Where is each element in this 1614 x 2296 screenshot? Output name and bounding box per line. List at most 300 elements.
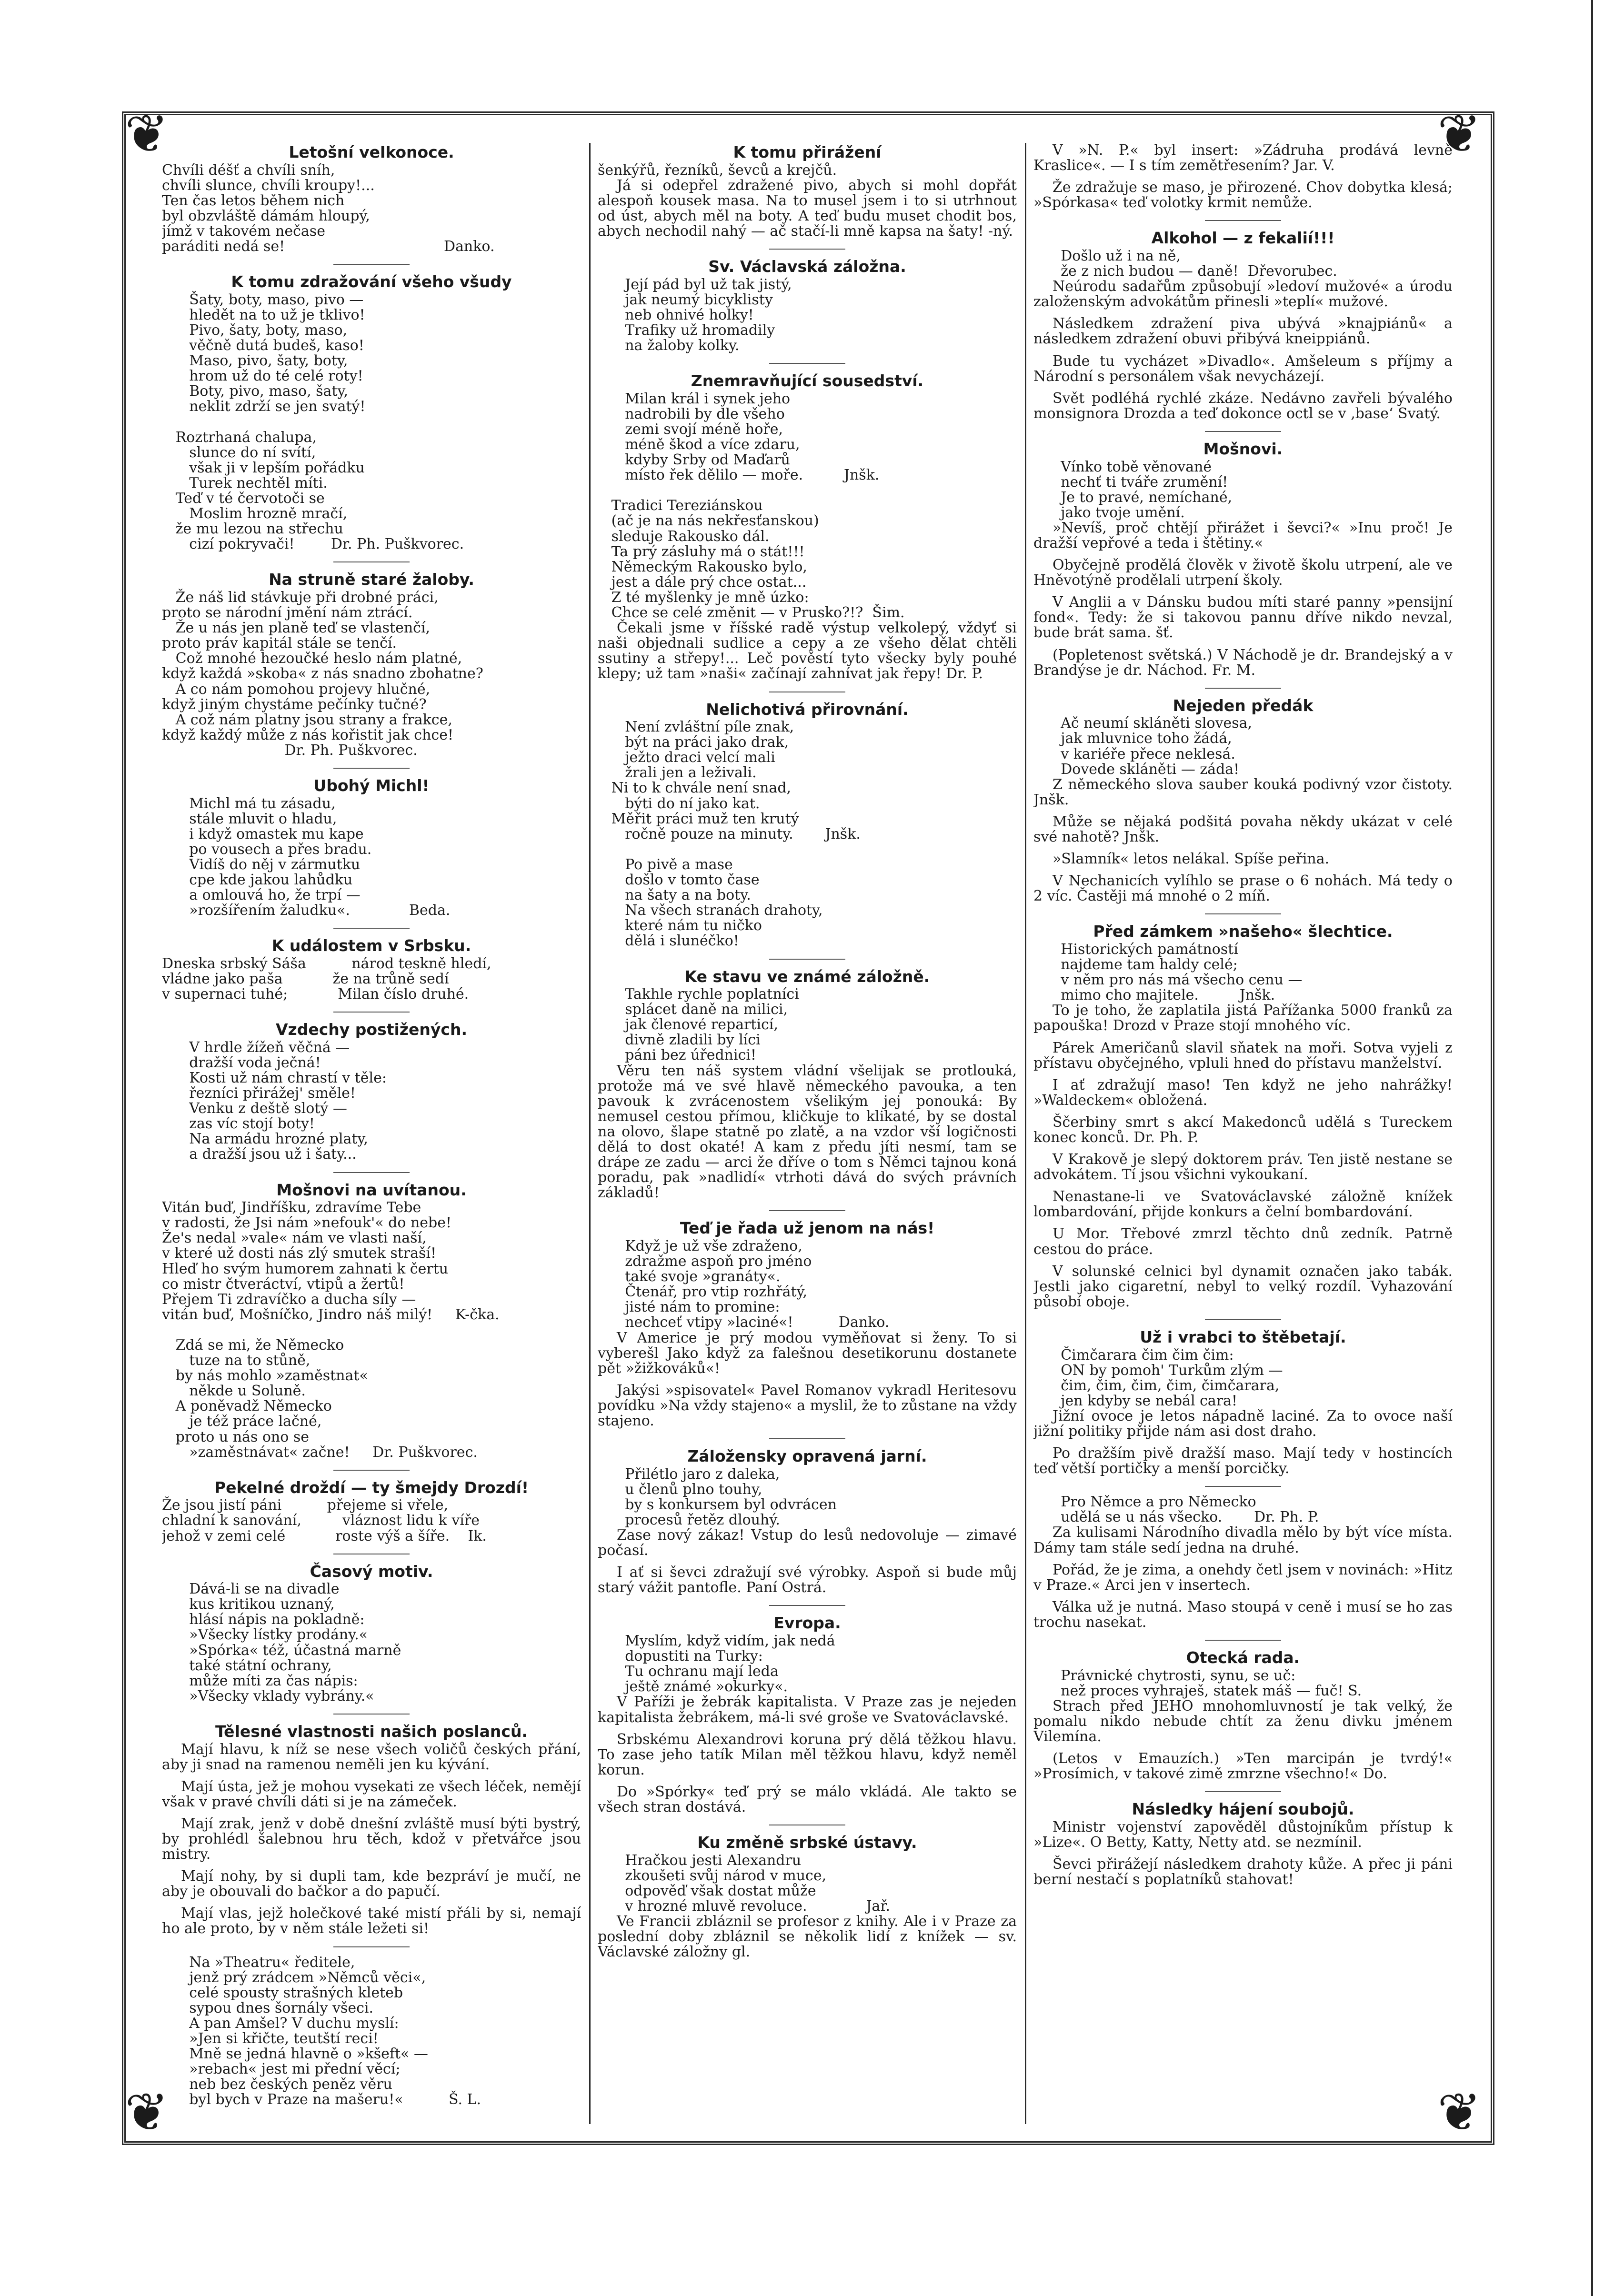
article-headline: Nelichotivá přirovnání.	[706, 700, 909, 719]
text-line: odpověď však dostat může	[598, 1882, 816, 1899]
text-paragraph: V Paříži je žebrák kapitalista. V Praze zas je nejeden kapitalista žebrákem, má-li své groše ve Svatováclavské.	[598, 1694, 1017, 1726]
text-line: zemi svojí méně hoře,	[598, 421, 783, 438]
text-line: jen kdyby se nebál cara!	[1033, 1392, 1238, 1409]
text-line: věčně dutá budeš, kaso!	[162, 337, 364, 354]
text-line	[598, 842, 1017, 857]
text-line: Ač neumí skláněti slovesa,	[1033, 715, 1253, 732]
text-line: neb bez českých peněz věru	[162, 2076, 392, 2093]
text-paragraph: Z německého slova sauber kouká podivný vzor čistoty. Jnšk.	[1033, 776, 1453, 808]
text-line: sypou dnes šornály všeci.	[162, 1999, 374, 2016]
column-divider	[589, 143, 591, 2124]
article-headline: Tělesné vlastnosti našich poslanců.	[215, 1722, 528, 1741]
text-line: zkoušeti svůj národ v muce,	[598, 1867, 827, 1884]
text-line: neb ohnivé holky!	[598, 306, 754, 323]
text-line: které nám tu ničko	[598, 917, 762, 934]
text-paragraph: Svět podléhá rychlé zkáze. Nedávno zavřeli bývalého monsignora Drozda a teď dokonce octl se v ‚base‘ Svatý.	[1033, 390, 1453, 422]
text-line: jisté nám to promine:	[598, 1299, 780, 1316]
corner-ornament-icon: ❦	[125, 2082, 169, 2143]
article-headline: Otecká rada.	[1186, 1648, 1300, 1667]
text-line: když jiným chystáme pečínky tučné?	[162, 696, 427, 713]
text-line: by s konkursem byl odvrácen	[598, 1496, 837, 1513]
article	[1033, 1800, 1453, 1887]
text-line: také státní ochrany,	[162, 1657, 332, 1674]
text-line: u členů plno touhy,	[598, 1481, 762, 1498]
article	[1033, 1648, 1453, 1782]
article-headline: Před zámkem »našeho« šlechtice.	[1093, 922, 1393, 941]
text-line: jak neumý bicyklisty	[598, 291, 773, 308]
text-line: Vínko tobě věnované	[1033, 458, 1212, 475]
text-line: paráditi nedá se! Danko.	[162, 238, 495, 255]
text-line: A pan Amšel? V duchu myslí:	[162, 2015, 399, 2032]
article	[1033, 143, 1453, 211]
text-paragraph: Ščerbiny smrt s akcí Makedonců udělá s Tureckem konec konců. Dr. Ph. P.	[1033, 1113, 1453, 1146]
text-line: splácet daně na milici,	[598, 1001, 788, 1018]
text-line: Moslim hrozně mračí,	[162, 505, 348, 522]
text-line: dražší voda ječná!	[162, 1054, 321, 1071]
article	[1033, 1494, 1453, 1630]
article-headline: Alkohol — z fekalií!!!	[1151, 229, 1335, 248]
article	[598, 371, 1017, 682]
text-line: je též práce lačné,	[162, 1413, 322, 1430]
text-line: cizí pokryvači! Dr. Ph. Puškvorec.	[162, 536, 464, 553]
text-paragraph: »Slamník« letos nelákal. Spíše peřina.	[1053, 851, 1330, 868]
corner-ornament-icon: ❦	[1437, 2082, 1482, 2143]
separator-rule	[333, 1012, 410, 1013]
article-headline: Teď je řada už jenom na nás!	[680, 1219, 935, 1238]
text-paragraph: Jakýsi »spisovatel« Pavel Romanov vykradl Heritesovu povídku »Na vždy stajeno« a myslil, že to zůstane na vždy stajeno.	[598, 1382, 1017, 1430]
article	[598, 1447, 1017, 1595]
separator-rule	[1205, 220, 1281, 221]
separator-rule	[333, 768, 410, 769]
text-paragraph: Bude tu vycházet »Divadlo«. Amšeleum s příjmy a Národní s personálem však nevycházejí.	[1033, 352, 1453, 385]
text-paragraph: U Mor. Třebové zmrzl těchto dnů zedník. Patrně cestou do práce.	[1033, 1225, 1453, 1258]
text-line: nechť ti tváře zrumění!	[1033, 473, 1228, 491]
article-headline: K událostem v Srbsku.	[271, 936, 471, 955]
separator-rule	[769, 363, 845, 364]
text-line: jest a dále prý chce ostat...	[598, 573, 807, 591]
text-line: a omlouvá ho, že trpí —	[162, 887, 361, 904]
text-line: Hračkou jesti Alexandru	[598, 1852, 802, 1869]
text-line: že z nich budou — daně! Dřevorubec.	[1033, 263, 1337, 280]
article-headline: Ke stavu ve známé záložně.	[684, 967, 930, 986]
text-paragraph: V solunské celnici byl dynamit označen jako tabák. Jestli jako cigaretní, nebyl to velký rozdíl. Vyhazování působí oboje.	[1033, 1263, 1453, 1310]
text-line: Myslím, když vidím, jak nedá	[598, 1633, 835, 1650]
article	[162, 776, 581, 918]
text-line: by nás mohlo »zaměstnat«	[162, 1367, 368, 1384]
text-line: Chvíli déšť a chvíli sníh,	[162, 161, 335, 179]
text-line: Čtenář, pro vtip rozhřátý,	[598, 1283, 808, 1301]
text-paragraph: (Popletenost světská.) V Náchodě je dr. Brandejský a v Brandýse je dr. Náchod. Fr. M.	[1033, 646, 1453, 679]
text-line: když každý může z nás kořistit jak chce!	[162, 726, 454, 743]
text-line: »Všecky lístky prodány.«	[162, 1626, 368, 1644]
text-line: a dražší jsou už i šaty...	[162, 1146, 357, 1163]
article	[1033, 1328, 1453, 1476]
text-line: A poněvadž Německo	[162, 1398, 332, 1415]
text-line: také svoje »granáty«.	[598, 1268, 781, 1285]
text-line: když každá »skoba« z nás snadno zbohatne?	[162, 665, 483, 682]
text-line: Ta prý zásluhy má o stát!!!	[598, 543, 805, 560]
text-line: Že's nedal »vale« nám ve vlasti naší,	[162, 1230, 427, 1247]
text-line: řezníci přirážej' směle!	[162, 1085, 356, 1102]
article	[162, 1955, 581, 2108]
text-paragraph: I ať zdražují maso! Ten když ne jeho nahrážky! »Waldeckem« obložená.	[1033, 1076, 1453, 1109]
text-line: jímž v takovém nečase	[162, 222, 325, 240]
text-line: procesů řetěz dlouhý.	[598, 1512, 780, 1528]
text-line: v něm pro nás má všecho cenu —	[1033, 972, 1303, 989]
text-line: Mně se jedná hlavně o »kšeft« —	[162, 2045, 428, 2063]
text-line: kdyby Srby od Maďarů	[598, 451, 790, 469]
text-line: vitán buď, Mošníčko, Jindro náš milý! K-čka.	[162, 1306, 500, 1323]
text-paragraph: Může se nějaká podšitá povaha někdy ukázat v celé své nahotě? Jnšk.	[1033, 813, 1453, 845]
text-line: »Všecky vklady vybrány.«	[162, 1687, 374, 1704]
separator-rule	[1205, 1791, 1281, 1792]
text-line: chvíli slunce, chvíli kroupy!...	[162, 177, 375, 194]
text-paragraph: Věru ten náš system vládní všelijak se protlouká, protože má ve své hlavě německého pavouka, a ten pavouk k zvrácenostem všelikým jej ponouká: By nemusel cestou přímou, kličkuje to klikaté, by se dostal na olovo, šlape statně po zlatě, a na vzdor vší logičnosti dělá to dost okaté! A kam z předu jíti nesmí, tam se drápe ze zadu — arci že dříve o tom s Němci tajnou koná poradu, pak »nadlidí« vtrhoti dává do svých právních základů!	[598, 1062, 1017, 1202]
article	[162, 143, 581, 254]
text-line: Že jsou jistí páni přejeme si vřele,	[162, 1497, 449, 1514]
text-paragraph: Že zdražuje se maso, je přirozené. Chov dobytka klesá; »Spórkasa« teď volotky krmit nemůže.	[1033, 179, 1453, 211]
text-line: žrali jen a leživali.	[598, 764, 757, 782]
corner-ornament-icon: ❦	[125, 103, 169, 164]
text-paragraph: Strach před JEHO mnohomluvností je tak velký, že pomalu nikdo nebude chtít za ženu divku jménem Vilemína.	[1033, 1697, 1453, 1745]
text-line: čim, čim, čim, čim, čimčarara,	[1033, 1377, 1280, 1394]
text-paragraph: Zase nový zákaz! Vstup do lesů nedovoluje — zimavé počasí.	[598, 1527, 1017, 1559]
text-line: Když je už vše zdraženo,	[598, 1238, 802, 1254]
text-line: proto se národní jmění nám ztrácí.	[162, 604, 413, 622]
text-line: jenž prý zrádcem »Němců věci«,	[162, 1969, 426, 1986]
text-paragraph: V »N. P.« byl insert: »Zádruha prodává levně Kraslice«. — I s tím zemětřesením? Jar. V.	[1033, 143, 1453, 174]
separator-rule	[333, 1172, 410, 1173]
text-line: tuze na to stůně,	[162, 1352, 311, 1369]
text-paragraph: Pořád, že je zima, a onehdy četl jsem v novinách: »Hitz v Praze.« Arci jen v insertech.	[1033, 1561, 1453, 1594]
article-headline: Letošní velkonoce.	[289, 143, 454, 161]
separator-rule	[333, 1470, 410, 1471]
text-line: Maso, pivo, šaty, boty,	[162, 352, 348, 370]
text-paragraph: Čekali jsme v říšské radě výstup velkolepý, vždyť si naši objednali sudlice a cepy a ze všeho dělat chtěli ssutiny a střepy!... Leč pověstí tyto všecky byly pouhé klepy; už tam »naši« začínají zahnívat jak řepy! Dr. P.	[598, 620, 1017, 682]
text-paragraph: (Letos v Emauzích.) »Ten marcipán je tvrdý!« »Prosímich, v takové zimě zmrzne všechno!« Do.	[1033, 1750, 1453, 1783]
article	[598, 143, 1017, 239]
text-line: co mistr čtveráctví, vtipů a žertů!	[162, 1275, 405, 1293]
article	[598, 1833, 1017, 1960]
text-line: jako tvoje umění.	[1033, 504, 1185, 521]
text-line: Kosti už nám chrastí v těle:	[162, 1069, 387, 1086]
text-paragraph: V Americe je prý modou vyměňovat si ženy. To si vyberešl Jako když za falešnou desetikorunu dostanete pět »žižkováků«!	[598, 1329, 1017, 1377]
text-paragraph: Ministr vojenství zapověděl důstojníkům přístup k »Lize«. O Betty, Katty, Netty atd. se nezmínil.	[1033, 1818, 1453, 1851]
column-1	[162, 143, 581, 2119]
text-line: mimo cho majitele. Jnšk.	[1033, 987, 1275, 1004]
text-line: Historických památností	[1033, 941, 1238, 958]
text-paragraph: Já si odepřel zdražené pivo, abych si mohl dopřát alespoň kousek masa. Na to musel jsem i to si utrhnout od úst, abych měl na boty. A teď budu muset chodit bos, abych nechodil nahý — ač stačí-li mně kapsa na šaty! -ný.	[598, 177, 1017, 240]
text-line: »rebach« jest mi přední věcí;	[162, 2061, 401, 2078]
text-paragraph: I ať si ševci zdražují své výrobky. Aspoň si bude můj starý vážit pantofle. Paní Ostrá.	[598, 1564, 1017, 1596]
text-line	[598, 483, 1017, 498]
text-line: Že náš lid stávkuje při drobné práci,	[162, 589, 439, 606]
text-paragraph: Mají hlavu, k níž se nese všech voličů českých přání, aby ji snad na ramenou neměli jen ku kývání.	[162, 1741, 581, 1773]
article-headline: Časový motiv.	[310, 1562, 433, 1581]
article	[598, 1614, 1017, 1815]
separator-rule	[769, 1605, 845, 1606]
article	[162, 1722, 581, 1937]
text-line: divně zladili by líci	[598, 1032, 761, 1049]
text-line: po vousech a přes bradu.	[162, 841, 372, 858]
text-line: Z té myšlenky je mně úzko:	[598, 589, 809, 606]
text-paragraph: Válka už je nutná. Maso stoupá v ceně i musí se ho zas trochu nasekat.	[1033, 1598, 1453, 1631]
column-3	[1033, 143, 1453, 2119]
article	[162, 272, 581, 552]
separator-rule	[333, 1946, 410, 1947]
text-line: Vitán buď, Jindříšku, zdravíme Tebe	[162, 1199, 421, 1216]
text-paragraph: Jižní ovoce je letos nápadně laciné. Za to ovoce naší jižní politiky přijde nám asi dost draho.	[1033, 1407, 1453, 1440]
text-line: býti do ní jako kat.	[598, 795, 760, 812]
article-headline: Na struně staré žaloby.	[269, 570, 474, 589]
text-line: jak mluvnice toho žádá,	[1033, 730, 1232, 747]
text-line: Boty, pivo, maso, šaty,	[162, 383, 348, 400]
text-line: »Jen si křičte, teutští reci!	[162, 2030, 379, 2047]
separator-rule	[1205, 1319, 1281, 1320]
text-line: Čimčarara čim čim čim:	[1033, 1346, 1234, 1364]
separator-rule	[769, 1438, 845, 1439]
text-line: Dr. Ph. Puškvorec.	[162, 742, 418, 759]
text-paragraph: Obyčejně prodělá člověk v životě školu utrpení, ale ve Hněvotýně prodělali utrpení školy.	[1033, 557, 1453, 589]
article	[598, 967, 1017, 1201]
text-line: než proces vyhraješ, statek máš — fuč! S.	[1033, 1682, 1362, 1699]
text-paragraph: Následkem zdražení piva ubývá »knajpiánů« a následkem zdražení obuvi přibývá kneippiánů.	[1033, 315, 1453, 348]
text-line: být na práci jako drak,	[598, 734, 789, 751]
text-line: na šaty a na boty.	[598, 887, 751, 904]
text-paragraph: Srbskému Alexandrovi koruna prý dělá těžkou hlavu. To zase jeho tatík Milan měl těžkou hlavu, když neměl korun.	[598, 1731, 1017, 1778]
article-headline: Ubohý Michl!	[313, 776, 430, 795]
separator-rule	[333, 264, 410, 265]
text-line: Venku z deště slotý —	[162, 1100, 347, 1117]
text-line: stále mluvit o hladu,	[162, 810, 337, 827]
text-line: neklit zdrží se jen svatý!	[162, 398, 366, 415]
text-line: Na »Theatru« ředitele,	[162, 1954, 355, 1971]
text-line: hledět na to už je tklivo!	[162, 306, 365, 323]
text-line: Trafiky už hromadily	[598, 321, 775, 339]
text-line: proto práv kapitál stále se tenčí.	[162, 635, 397, 652]
article-headline: Záložensky opravená jarní.	[687, 1447, 927, 1466]
text-line: »Spórka« též, účastná marně	[162, 1642, 401, 1659]
text-line: Ten čas letos během nich	[162, 192, 345, 209]
separator-rule	[1205, 913, 1281, 914]
text-line: místo řek dělilo — moře. Jnšk.	[598, 467, 880, 484]
separator-rule	[1205, 1640, 1281, 1641]
text-line: Měřit práci muž ten krutý	[598, 810, 799, 827]
text-line: Michl má tu zásadu,	[162, 795, 336, 812]
text-line: Pivo, šaty, boty, maso,	[162, 321, 348, 339]
text-line: Dává-li se na divadle	[162, 1581, 340, 1598]
article	[1033, 440, 1453, 678]
text-line: že mu lezou na střechu	[162, 521, 343, 538]
text-line: Dovede skláněti — záda!	[1033, 761, 1240, 778]
separator-rule	[1205, 1486, 1281, 1487]
text-line: Ni to k chvále není snad,	[598, 780, 792, 797]
text-line: Zdá se mi, že Německo	[162, 1336, 344, 1354]
text-line: sleduje Rakousko dál.	[598, 528, 770, 545]
text-line: byl bych v Praze na mašeru!« Š. L.	[162, 2091, 481, 2108]
text-paragraph: Mají nohy, by si dupli tam, kde bezpráví je mučí, ne aby je obouvali do bačkor a do papučí.	[162, 1868, 581, 1900]
text-paragraph: Ševci přirážejí následkem drahoty kůže. A přec ji páni berní nestačí s poplatníků stahovat!	[1033, 1856, 1453, 1888]
text-line: »rozšířením žaludku«. Beda.	[162, 902, 451, 919]
article-headline: K tomu přirážení	[733, 143, 882, 161]
article	[162, 570, 581, 758]
text-line: nechceť vtipy »laciné«! Danko.	[598, 1314, 890, 1331]
text-line: Hleď ho svým humorem zahnati k čertu	[162, 1260, 449, 1277]
page-edge-line	[1591, 0, 1593, 2296]
article	[162, 1562, 581, 1704]
article-headline: Ku změně srbské ústavy.	[697, 1833, 917, 1852]
article-headline: Vzdechy postižených.	[275, 1020, 467, 1039]
text-line: méně škod a více zdaru,	[598, 436, 800, 453]
text-line: ještě známé »okurky«.	[598, 1678, 788, 1695]
text-line: dopustiti na Turky:	[598, 1648, 763, 1665]
article	[1033, 229, 1453, 421]
text-line: došlo v tomto čase	[598, 872, 760, 889]
text-line	[162, 415, 581, 430]
article	[1033, 696, 1453, 904]
text-paragraph: Do »Spórky« teď prý se málo vkládá. Ale takto se všech stran dostává.	[598, 1783, 1017, 1815]
article	[598, 257, 1017, 353]
article	[1033, 922, 1453, 1310]
text-line: Milan král i synek jeho	[598, 390, 791, 407]
text-line: cpe kde jakou lahůdku	[162, 872, 353, 889]
text-line: Není zvláštní píle znak,	[598, 719, 794, 736]
separator-rule	[333, 561, 410, 562]
text-line: chladní k sanování, vláznost lidu k víře	[162, 1512, 480, 1529]
article-headline: Mošnovi.	[1203, 439, 1283, 458]
text-line: Přilétlo jaro z daleka,	[598, 1465, 780, 1483]
text-line: Na armádu hrozné platy,	[162, 1131, 368, 1148]
text-line: Tu ochranu mají leda	[598, 1663, 779, 1680]
text-line: Pro Němce a pro Německo	[1033, 1494, 1256, 1511]
text-line: Vidíš do něj v zármutku	[162, 856, 361, 873]
text-paragraph: Mají vlas, jejž holečkové také mistí přáli by si, nemají ho ale proto, by v něm stále ležeti si!	[162, 1905, 581, 1937]
text-line: ježto draci velcí mali	[598, 749, 775, 766]
article-headline: K tomu zdražování všeho všudy	[231, 272, 512, 291]
text-paragraph: V Anglii a v Dánsku budou míti staré panny »pensijní fond«. Tedy: že si takovou pannu dříve nikdo nevzal, bude brát sama. šť.	[1033, 594, 1453, 642]
text-line: Došlo už i na ně,	[1033, 247, 1181, 264]
text-paragraph: Neúrodu sadařům způsobují »ledoví mužové« a úrodu založenským advokátům přinesli »teplí« mužové.	[1033, 278, 1453, 311]
text-line: »zaměstnávat« začne! Dr. Puškvorec.	[162, 1444, 478, 1461]
text-line: (ač je na nás nekřesťanskou)	[598, 512, 819, 530]
text-line: Šaty, boty, maso, pivo —	[162, 291, 364, 308]
separator-rule	[769, 959, 845, 960]
article	[162, 1478, 581, 1544]
text-line: byl obzvláště dámám hloupý,	[162, 207, 370, 224]
text-line: Tradici Tereziánskou	[598, 497, 763, 514]
text-line: hrom už do té celé roty!	[162, 368, 363, 385]
text-line: Německým Rakousko bylo,	[598, 558, 807, 575]
text-line: Což mnohé hezoučké heslo nám platné,	[162, 650, 462, 667]
text-line: ON by pomoh' Turkům zlým —	[1033, 1362, 1283, 1379]
text-line: Právnické chytrosti, synu, se uč:	[1033, 1667, 1296, 1684]
text-line: udělá se u nás všecko. Dr. Ph. P.	[1033, 1509, 1319, 1526]
text-line: vládne jako paša že na trůně sedí	[162, 971, 449, 987]
text-paragraph: Ve Francii zbláznil se profesor z knihy. Ale i v Praze za poslední doby zbláznil se několik lidí z knížek — sv. Václavské záložny gl.	[598, 1913, 1017, 1961]
article-headline: Mošnovi na uvítanou.	[276, 1180, 467, 1199]
text-paragraph: Nenastane-li ve Svatováclavské záložně knížek lombardování, přijde konkurs a čelní bombardování.	[1033, 1188, 1453, 1221]
text-paragraph: »Nevíš, proč chtějí přirážet i ševci?« »Inu proč! Je dražší vepřové a teda i štětiny.«	[1033, 519, 1453, 551]
text-paragraph: Za kulisami Národního divadla mělo by být více místa. Dámy tam stále sedí jedna na druhé.	[1033, 1524, 1453, 1556]
text-line: Přejem Ti zdravíčko a ducha síly —	[162, 1291, 416, 1308]
text-line: dělá i slunéčko!	[598, 932, 739, 950]
text-line: jehož v zemi celé roste výš a šíře. Ik.	[162, 1527, 487, 1544]
text-line: proto u nás ono se	[162, 1428, 309, 1445]
text-line: ročně pouze na minuty. Jnšk.	[598, 825, 861, 842]
separator-rule	[1205, 688, 1281, 689]
separator-rule	[1205, 431, 1281, 432]
separator-rule	[769, 1210, 845, 1211]
text-paragraph: Po dražším pivě dražší maso. Mají tedy v hostincích teď větší portičky a menší porcičky.	[1033, 1445, 1453, 1477]
text-line: však ji v lepším pořádku	[162, 459, 365, 476]
separator-rule	[333, 928, 410, 929]
text-paragraph: Mají ústa, jež je mohou vysekati ze všech léček, nemějí však v pravé chvíli dáti si je na zámeček.	[162, 1778, 581, 1810]
text-line: Na všech stranách drahoty,	[598, 902, 823, 919]
text-paragraph: V Krakově je slepý doktorem práv. Ten jistě nestane se advokátem. Tí jsou všichni vykoukaní.	[1033, 1151, 1453, 1183]
text-paragraph: To je toho, že zaplatila jistá Pařížanka 5000 franků za papouška! Drozd v Praze stojí mnohého víc.	[1033, 1002, 1453, 1034]
article-headline: Znemravňující sousedství.	[691, 371, 924, 391]
text-line: hlásí nápis na pokladně:	[162, 1611, 365, 1628]
article	[598, 700, 1017, 949]
text-line: jak členové reparticí,	[598, 1016, 778, 1033]
article	[598, 1219, 1017, 1429]
article-headline: Pekelné droždí — ty šmejdy Drozdí!	[214, 1478, 529, 1497]
text-line: Teď v té červotoči se	[162, 490, 325, 507]
text-line: Je to pravé, nemíchané,	[1033, 489, 1233, 506]
article-headline: Už i vrabci to štěbetají.	[1140, 1327, 1346, 1346]
text-line: zdražme aspoň pro jméno	[598, 1253, 812, 1270]
text-line: Dneska srbský Sáša národ teskně hledí,	[162, 955, 491, 972]
article-headline: Nejeden předák	[1173, 696, 1313, 715]
column-divider	[1025, 143, 1026, 2124]
column-2	[598, 143, 1017, 2119]
text-line: slunce do ní svítí,	[162, 444, 316, 461]
text-line: v které už dosti nás zlý smutek straší!	[162, 1245, 437, 1262]
article	[162, 1020, 581, 1162]
text-paragraph: Párek Američanů slavil sňatek na moři. Sotva vyjeli z přístavu obyčejného, vpluli hned do přístavu manželství.	[1033, 1039, 1453, 1072]
text-line: najdeme tam haldy celé;	[1033, 956, 1238, 973]
text-line: nadrobili by dle všeho	[598, 405, 785, 422]
text-line: zas víc stojí boty!	[162, 1115, 315, 1133]
text-line: Že u nás jen planě teď se vlastenčí,	[162, 620, 431, 637]
text-paragraph: Mají zrak, jenž v době dnešní zvláště musí býti bystrý, by prohlédl šalebnou hru těch, kdož v přetvářce jsou mistry.	[162, 1815, 581, 1863]
separator-rule	[769, 249, 845, 250]
text-line: V hrdle žížeň věčná —	[162, 1039, 350, 1056]
text-line: někde u Soluně.	[162, 1383, 306, 1400]
text-line: A co nám pomohou projevy hlučné,	[162, 681, 431, 698]
text-line: v hrozné mluvě revoluce. Jař.	[598, 1897, 891, 1915]
text-line: Její pád byl už tak jistý,	[598, 276, 792, 293]
text-line: kus kritikou uznaný,	[162, 1596, 335, 1613]
article	[162, 936, 581, 1002]
text-line	[162, 1323, 581, 1338]
text-line: v radosti, že Jsi nám »nefouk'« do nebe!	[162, 1214, 452, 1232]
text-line: šenkýřů, řezníků, ševců a krejčů.	[598, 161, 837, 179]
text-line: Po pivě a mase	[598, 856, 733, 873]
article	[162, 1181, 581, 1460]
text-line: na žaloby kolky.	[598, 337, 740, 354]
text-line: páni bez úřednici!	[598, 1047, 757, 1064]
corner-ornament-icon: ❦	[1437, 103, 1482, 164]
text-line: v kariéře přece neklesá.	[1033, 745, 1235, 762]
article-headline: Následky hájení soubojů.	[1132, 1800, 1354, 1819]
text-line: celé spousty strašných kleteb	[162, 1984, 403, 2001]
text-line: v supernaci tuhé; Milan číslo druhé.	[162, 986, 469, 1003]
text-line: Roztrhaná chalupa,	[162, 429, 317, 446]
text-line: Turek nechtěl míti.	[162, 474, 328, 491]
text-line: může míti za čas nápis:	[162, 1672, 358, 1689]
article-headline: Sv. Václavská záložna.	[708, 257, 906, 276]
